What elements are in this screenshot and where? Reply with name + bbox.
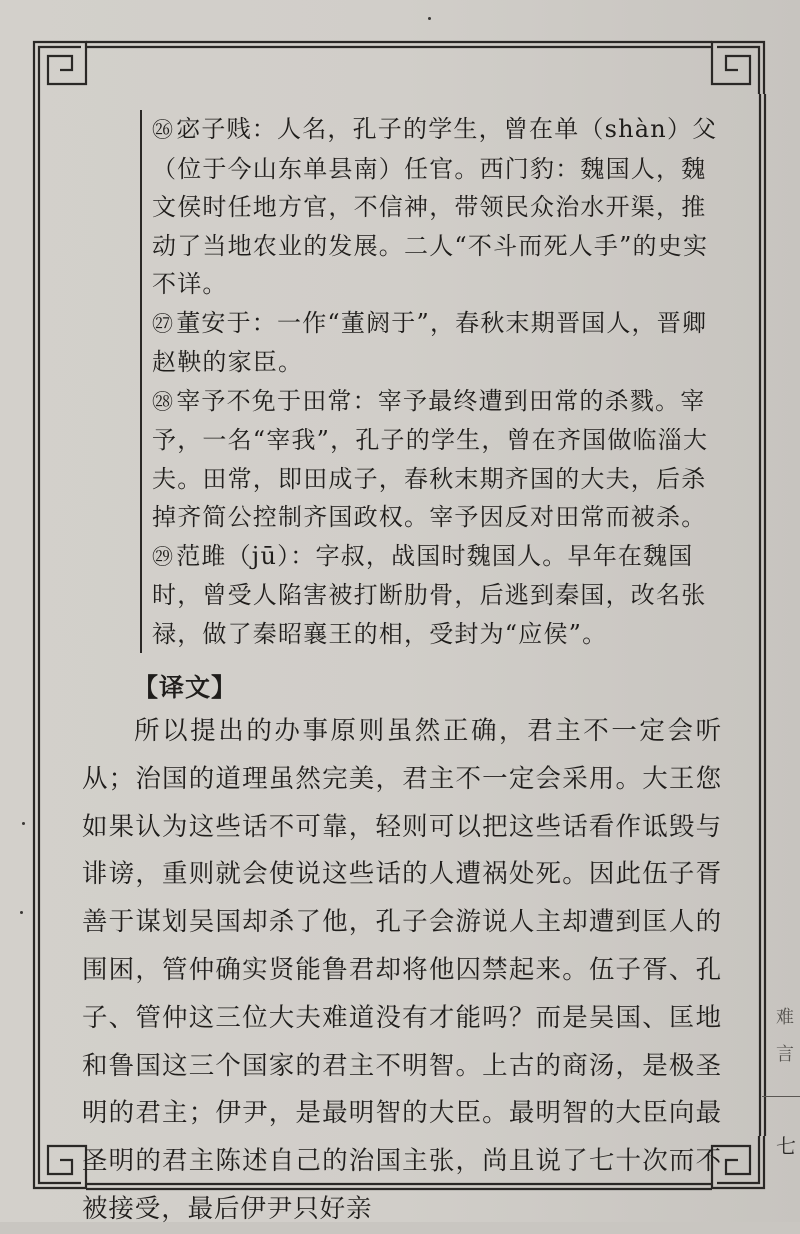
note-text: 范雎（jū）：字叔，战国时魏国人。早年在魏国时，曾受人陷害被打断肋骨，后逃到秦国，改名张禄，做了秦昭襄王的相，受封为“应侯”。 — [152, 541, 707, 648]
print-speck — [20, 911, 23, 914]
side-label-middle: 言 — [776, 1044, 794, 1065]
note-28 — [152, 382, 722, 537]
print-speck — [428, 17, 431, 20]
side-page-number: 七 — [776, 1134, 796, 1158]
note-text: 宰予不免于田常：宰予最终遭到田常的杀戮。宰予，一名“宰我”，孔子的学生，曾在齐国做临淄大夫。田常，即田成子，春秋末期齐国的大夫，后杀掉齐简公控制齐国政权。宰予因反对田常而被杀。 — [152, 386, 709, 531]
note-number: ㉘ — [152, 389, 175, 414]
note-number: ㉙ — [152, 544, 175, 569]
translation-paragraph: 所以提出的办事原则虽然正确，君主不一定会听从；治国的道理虽然完美，君主不一定会采用。大王您如果认为这些话不可靠，轻则可以把这些话看作诋毁与诽谤，重则就会使说这些话的人遭祸处死。因此伍子胥善于谋划吴国却杀了他，孔子会游说人主却遭到匡人的围困，管仲确实贤能鲁君却将他囚禁起来。伍子胥、孔子、管仲这三位大夫难道没有才能吗？而是吴国、匡地和鲁国这三个国家的君主不明智。上古的商汤，是极圣明的君主；伊尹，是最明智的大臣。最明智的大臣向最圣明的君主陈述自己的治国主张，尚且说了七十次而不被接受，最后伊尹只好亲 — [82, 716, 722, 1224]
note-number: ㉗ — [152, 311, 175, 336]
note-number: ㉖ — [152, 118, 175, 142]
print-speck — [22, 822, 25, 825]
note-29 — [152, 537, 722, 654]
note-text: 宓子贱：人名，孔子的学生，曾在单（shàn）父（位于今山东单县南）任官。西门豹：魏国人，魏文侯时任地方官，不信神，带领民众治水开渠，推动了当地农业的发展。二人“不斗而死人手”的史实不详。 — [152, 115, 718, 298]
note-text: 董安于：一作“董阏于”，春秋末期晋国人，晋卿赵鞅的家臣。 — [152, 308, 708, 376]
side-divider — [762, 1096, 800, 1097]
note-27 — [152, 304, 722, 382]
side-label-top: 难 — [776, 1007, 794, 1028]
annotation-notes — [140, 110, 722, 653]
section-heading: 【译文】 — [133, 673, 238, 702]
note-26 — [152, 110, 722, 304]
